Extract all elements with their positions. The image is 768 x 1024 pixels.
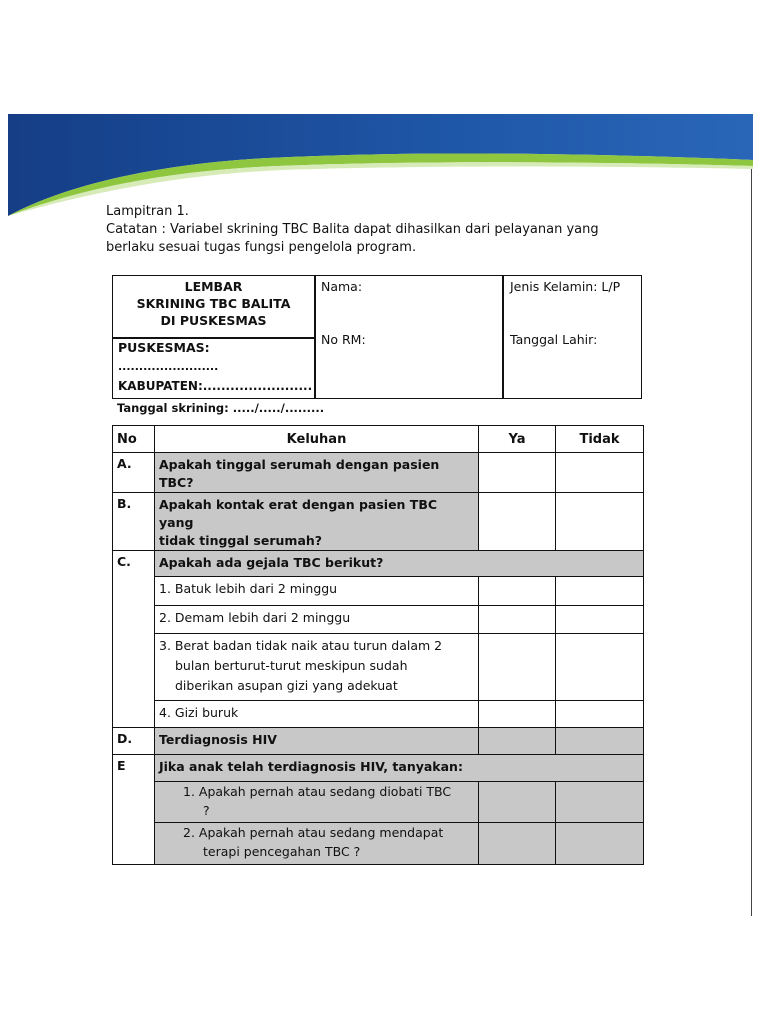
ya-cell[interactable] xyxy=(479,453,556,493)
row-number: E xyxy=(113,755,155,865)
ya-cell[interactable] xyxy=(479,701,556,728)
question-text: Apakah ada gejala TBC berikut? xyxy=(155,551,644,577)
tidak-cell[interactable] xyxy=(556,453,644,493)
table-row xyxy=(113,823,644,865)
question-text: Terdiagnosis HIV xyxy=(155,728,479,755)
ya-cell[interactable] xyxy=(479,577,556,606)
form-title xyxy=(113,278,314,329)
tidak-cell[interactable] xyxy=(556,782,644,823)
hiv-question-line: ? xyxy=(203,803,210,818)
no-rm-field[interactable]: No RM: xyxy=(321,332,366,347)
divider xyxy=(502,276,504,398)
form-title-line: LEMBAR xyxy=(184,279,243,294)
notes-block xyxy=(106,203,626,257)
hiv-question-line: 1. Apakah pernah atau sedang diobati TBC xyxy=(183,784,452,799)
divider xyxy=(314,276,316,398)
form-header-box xyxy=(112,275,642,399)
symptom-text: 1. Batuk lebih dari 2 minggu xyxy=(155,577,479,606)
ya-cell[interactable] xyxy=(479,606,556,634)
header-keluhan: Keluhan xyxy=(155,426,479,453)
form-title-line: SKRINING TBC BALITA xyxy=(136,296,291,311)
table-row xyxy=(113,577,644,606)
ya-cell[interactable] xyxy=(479,823,556,865)
note-line-1: Catatan : Variabel skrining TBC Balita dapat dihasilkan dari pelayanan yang xyxy=(106,222,599,237)
row-number: A. xyxy=(113,453,155,493)
symptom-text xyxy=(155,634,479,701)
ya-cell[interactable] xyxy=(479,782,556,823)
divider xyxy=(113,337,314,339)
attachment-label: Lampitran 1. xyxy=(106,204,189,219)
header-no: No xyxy=(113,426,155,453)
table-row xyxy=(113,701,644,728)
tidak-cell[interactable] xyxy=(556,728,644,755)
tanggal-lahir-field[interactable]: Tanggal Lahir: xyxy=(510,332,598,347)
table-row xyxy=(113,551,644,577)
header-banner xyxy=(8,114,753,216)
row-number: C. xyxy=(113,551,155,728)
question-text: Jika anak telah terdiagnosis HIV, tanyakan: xyxy=(155,755,644,782)
question-line: tidak tinggal serumah? xyxy=(159,533,323,548)
puskesmas-field[interactable]: ........................ xyxy=(118,360,219,373)
tidak-cell[interactable] xyxy=(556,701,644,728)
row-number: D. xyxy=(113,728,155,755)
tidak-cell[interactable] xyxy=(556,606,644,634)
jenis-kelamin-field[interactable]: Jenis Kelamin: L/P xyxy=(510,279,621,294)
tidak-cell[interactable] xyxy=(556,823,644,865)
table-row xyxy=(113,493,644,551)
symptom-line: diberikan asupan gizi yang adekuat xyxy=(175,678,398,693)
tidak-cell[interactable] xyxy=(556,577,644,606)
screening-table xyxy=(112,425,644,865)
note-line-2: berlaku sesuai tugas fungsi pengelola program. xyxy=(106,240,417,255)
form-title-line: DI PUSKESMAS xyxy=(160,313,267,328)
nama-field[interactable]: Nama: xyxy=(321,279,363,294)
header-ya: Ya xyxy=(479,426,556,453)
hiv-question-line: terapi pencegahan TBC ? xyxy=(203,844,361,859)
ya-cell[interactable] xyxy=(479,728,556,755)
ya-cell[interactable] xyxy=(479,493,556,551)
table-row xyxy=(113,782,644,823)
hiv-question-text xyxy=(155,823,479,865)
tidak-cell[interactable] xyxy=(556,634,644,701)
table-row xyxy=(113,755,644,782)
table-row xyxy=(113,634,644,701)
symptom-text: 4. Gizi buruk xyxy=(155,701,479,728)
tanggal-skrining-field[interactable]: Tanggal skrining: ...../...../......... xyxy=(117,401,325,415)
symptom-line: 3. Berat badan tidak naik atau turun dalam 2 xyxy=(159,638,443,653)
row-number: B. xyxy=(113,493,155,551)
tidak-cell[interactable] xyxy=(556,493,644,551)
symptom-line: bulan berturut-turut meskipun sudah xyxy=(175,658,408,673)
question-text xyxy=(155,493,479,551)
question-text: Apakah tinggal serumah dengan pasien TBC? xyxy=(155,453,479,493)
table-row xyxy=(113,728,644,755)
page-edge-line xyxy=(751,128,752,916)
table-header-row xyxy=(113,426,644,453)
hiv-question-text xyxy=(155,782,479,823)
puskesmas-label: PUSKESMAS: xyxy=(118,340,210,355)
hiv-question-line: 2. Apakah pernah atau sedang mendapat xyxy=(183,825,444,840)
question-line: Apakah kontak erat dengan pasien TBC yang xyxy=(159,497,438,530)
kabupaten-field[interactable]: KABUPATEN:........................ xyxy=(118,379,313,393)
table-row xyxy=(113,606,644,634)
table-row xyxy=(113,453,644,493)
symptom-text: 2. Demam lebih dari 2 minggu xyxy=(155,606,479,634)
header-tidak: Tidak xyxy=(556,426,644,453)
ya-cell[interactable] xyxy=(479,634,556,701)
